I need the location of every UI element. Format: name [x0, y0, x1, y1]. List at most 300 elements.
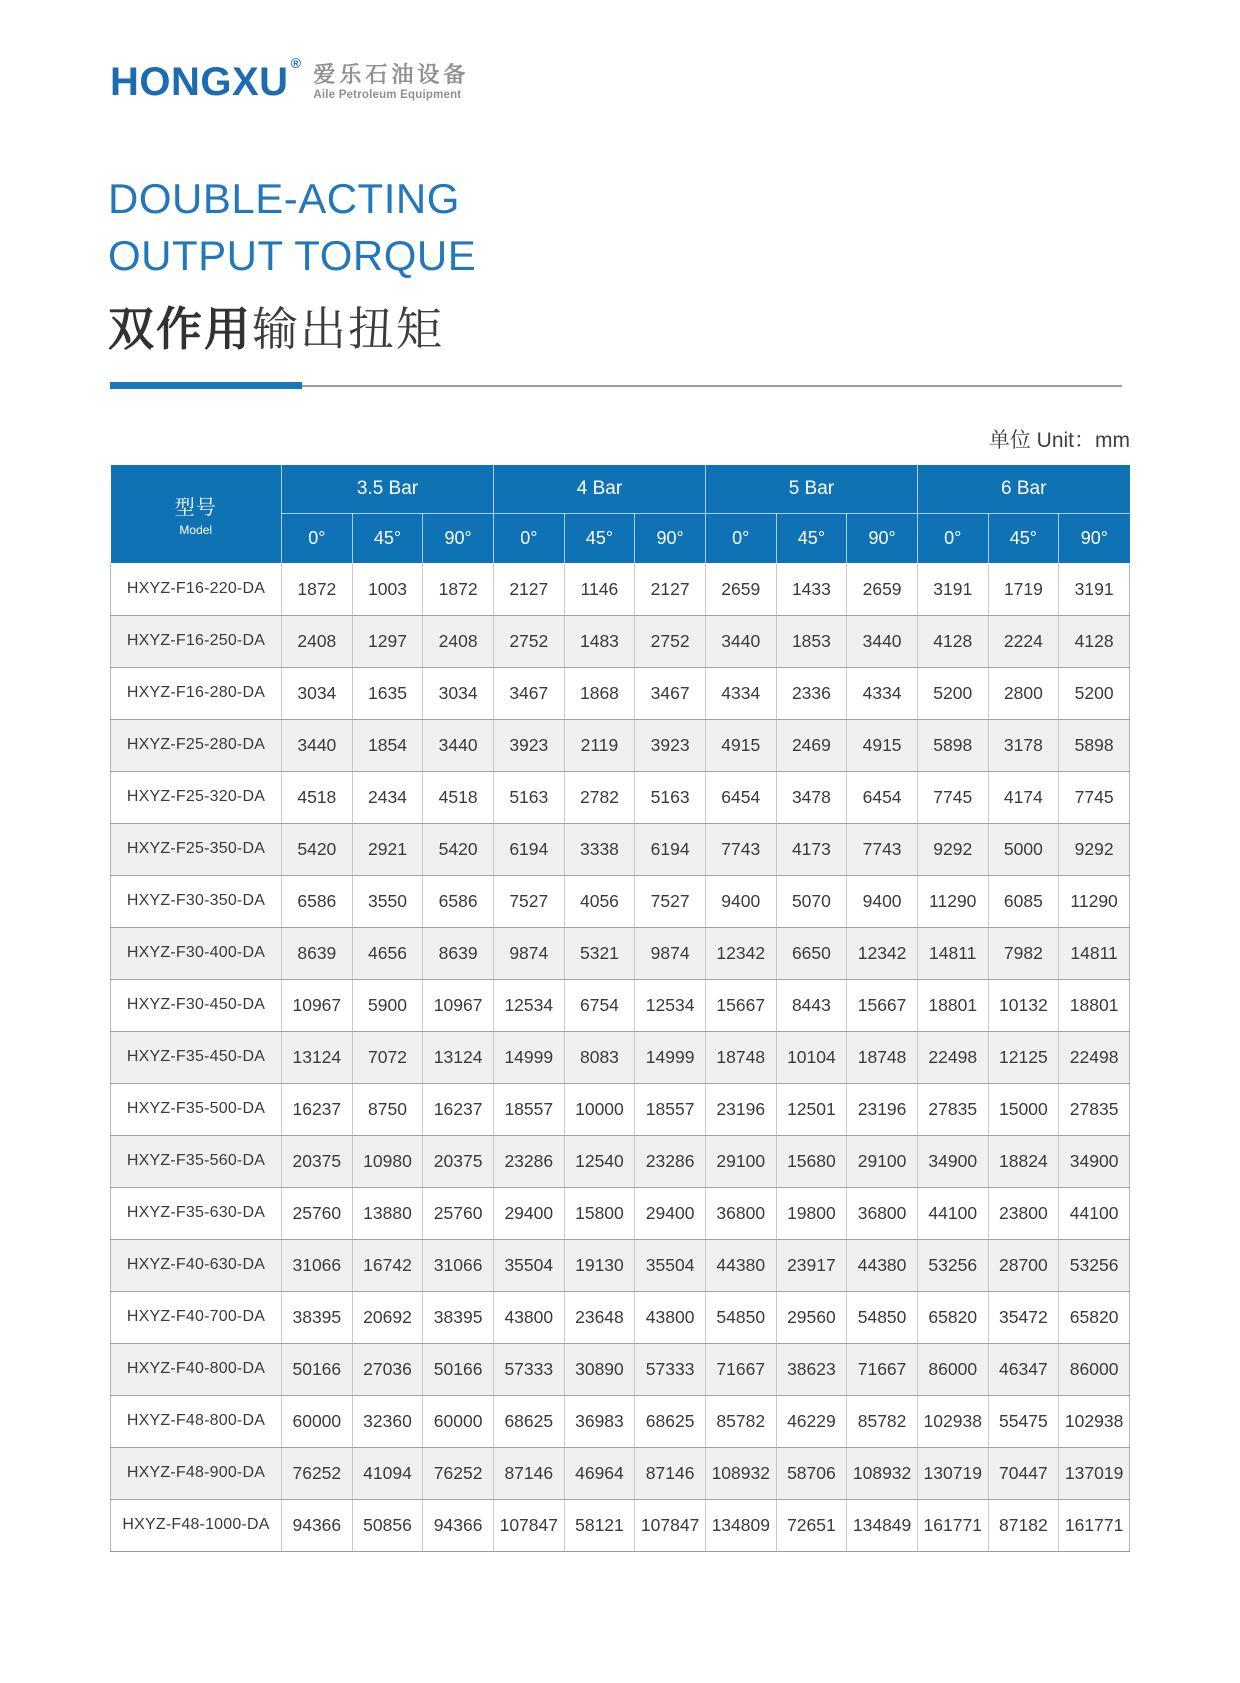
torque-value-cell: 57333: [493, 1343, 564, 1395]
page-title-en-line1: DOUBLE-ACTING: [108, 175, 460, 222]
model-header-en: Model: [179, 522, 213, 537]
model-cell: HXYZ-F40-800-DA: [111, 1343, 282, 1395]
torque-value-cell: 58121: [564, 1499, 635, 1551]
torque-value-cell: 5420: [423, 823, 494, 875]
unit-label: 单位 Unit：mm: [988, 429, 1130, 452]
pressure-group-header-6bar: 6 Bar: [917, 465, 1129, 513]
torque-value-cell: 71667: [847, 1343, 918, 1395]
table-row: [111, 1395, 1130, 1447]
torque-value-cell: 12342: [705, 927, 776, 979]
torque-value-cell: 25760: [423, 1187, 494, 1239]
torque-value-cell: 19130: [564, 1239, 635, 1291]
torque-value-cell: 70447: [988, 1447, 1059, 1499]
torque-value-cell: 27835: [917, 1083, 988, 1135]
torque-value-cell: 18801: [917, 979, 988, 1031]
torque-value-cell: 7745: [1059, 771, 1130, 823]
torque-value-cell: 9874: [493, 927, 564, 979]
torque-value-cell: 8083: [564, 1031, 635, 1083]
torque-value-cell: 43800: [493, 1291, 564, 1343]
torque-value-cell: 7982: [988, 927, 1059, 979]
torque-value-cell: 15667: [705, 979, 776, 1031]
model-cell: HXYZ-F16-280-DA: [111, 667, 282, 719]
model-cell: HXYZ-F30-400-DA: [111, 927, 282, 979]
torque-value-cell: 13880: [352, 1187, 423, 1239]
torque-value-cell: 8639: [423, 927, 494, 979]
torque-value-cell: 18748: [705, 1031, 776, 1083]
torque-value-cell: 10967: [282, 979, 353, 1031]
torque-value-cell: 3034: [423, 667, 494, 719]
torque-value-cell: 18557: [635, 1083, 706, 1135]
torque-value-cell: 9874: [635, 927, 706, 979]
torque-value-cell: 50856: [352, 1499, 423, 1551]
torque-value-cell: 2469: [776, 719, 847, 771]
torque-value-cell: 3467: [493, 667, 564, 719]
torque-value-cell: 9400: [705, 875, 776, 927]
torque-value-cell: 3034: [282, 667, 353, 719]
torque-value-cell: 18824: [988, 1135, 1059, 1187]
torque-value-cell: 3440: [282, 719, 353, 771]
torque-value-cell: 4174: [988, 771, 1059, 823]
torque-value-cell: 23286: [635, 1135, 706, 1187]
torque-value-cell: 50166: [423, 1343, 494, 1395]
torque-value-cell: 19800: [776, 1187, 847, 1239]
torque-value-cell: 12534: [635, 979, 706, 1031]
torque-value-cell: 27835: [1059, 1083, 1130, 1135]
model-cell: HXYZ-F30-350-DA: [111, 875, 282, 927]
torque-value-cell: 108932: [705, 1447, 776, 1499]
torque-value-cell: 11290: [1059, 875, 1130, 927]
torque-value-cell: 22498: [917, 1031, 988, 1083]
torque-value-cell: 107847: [635, 1499, 706, 1551]
page-title-cn: [108, 293, 476, 359]
model-cell: HXYZ-F48-900-DA: [111, 1447, 282, 1499]
torque-value-cell: 38395: [282, 1291, 353, 1343]
angle-column-header: 45°: [988, 513, 1059, 563]
logo-subtitle-en: Aile Petroleum Equipment: [313, 89, 462, 101]
model-cell: HXYZ-F25-280-DA: [111, 719, 282, 771]
torque-value-cell: 15680: [776, 1135, 847, 1187]
model-cell: HXYZ-F35-630-DA: [111, 1187, 282, 1239]
torque-value-cell: 6194: [493, 823, 564, 875]
torque-value-cell: 2434: [352, 771, 423, 823]
torque-value-cell: 13124: [423, 1031, 494, 1083]
torque-value-cell: 3923: [493, 719, 564, 771]
torque-value-cell: 2408: [282, 615, 353, 667]
torque-value-cell: 4128: [917, 615, 988, 667]
torque-value-cell: 10132: [988, 979, 1059, 1031]
angle-column-header: 0°: [493, 513, 564, 563]
torque-value-cell: 5200: [1059, 667, 1130, 719]
registered-trademark-icon: ®: [290, 55, 302, 71]
pressure-header-row: [111, 465, 1130, 513]
torque-value-cell: 85782: [705, 1395, 776, 1447]
torque-value-cell: 12501: [776, 1083, 847, 1135]
torque-value-cell: 46229: [776, 1395, 847, 1447]
torque-value-cell: 2659: [705, 563, 776, 615]
torque-value-cell: 7743: [705, 823, 776, 875]
torque-value-cell: 9292: [917, 823, 988, 875]
torque-value-cell: 94366: [423, 1499, 494, 1551]
torque-value-cell: 4915: [847, 719, 918, 771]
torque-value-cell: 23800: [988, 1187, 1059, 1239]
torque-value-cell: 4915: [705, 719, 776, 771]
torque-value-cell: 43800: [635, 1291, 706, 1343]
table-row: [111, 719, 1130, 771]
torque-value-cell: 29400: [493, 1187, 564, 1239]
angle-column-header: 0°: [282, 513, 353, 563]
table-row: [111, 615, 1130, 667]
page-title-en-line2: OUTPUT TORQUE: [108, 232, 477, 279]
torque-value-cell: 2336: [776, 667, 847, 719]
torque-value-cell: 14999: [493, 1031, 564, 1083]
torque-value-cell: 5070: [776, 875, 847, 927]
torque-value-cell: 10104: [776, 1031, 847, 1083]
logo: [110, 55, 470, 104]
torque-value-cell: 18748: [847, 1031, 918, 1083]
table-row: [111, 1083, 1130, 1135]
table-row: [111, 1239, 1130, 1291]
torque-value-cell: 85782: [847, 1395, 918, 1447]
torque-value-cell: 3467: [635, 667, 706, 719]
table-row: [111, 1135, 1130, 1187]
torque-value-cell: 16237: [282, 1083, 353, 1135]
logo-wordmark: [110, 55, 302, 104]
torque-value-cell: 7743: [847, 823, 918, 875]
torque-value-cell: 34900: [1059, 1135, 1130, 1187]
angle-column-header: 45°: [564, 513, 635, 563]
model-cell: HXYZ-F25-350-DA: [111, 823, 282, 875]
torque-value-cell: 2659: [847, 563, 918, 615]
torque-value-cell: 10967: [423, 979, 494, 1031]
torque-value-cell: 12342: [847, 927, 918, 979]
torque-value-cell: 29400: [635, 1187, 706, 1239]
torque-value-cell: 36800: [705, 1187, 776, 1239]
torque-value-cell: 161771: [917, 1499, 988, 1551]
torque-value-cell: 25760: [282, 1187, 353, 1239]
torque-value-cell: 44380: [705, 1239, 776, 1291]
torque-value-cell: 2752: [635, 615, 706, 667]
torque-value-cell: 1635: [352, 667, 423, 719]
torque-value-cell: 102938: [1059, 1395, 1130, 1447]
table-row: [111, 875, 1130, 927]
torque-value-cell: 35472: [988, 1291, 1059, 1343]
torque-value-cell: 5000: [988, 823, 1059, 875]
table-row: [111, 563, 1130, 615]
torque-value-cell: 5420: [282, 823, 353, 875]
torque-value-cell: 20375: [282, 1135, 353, 1187]
model-cell: HXYZ-F16-220-DA: [111, 563, 282, 615]
torque-value-cell: 5163: [635, 771, 706, 823]
torque-value-cell: 71667: [705, 1343, 776, 1395]
angle-column-header: 90°: [635, 513, 706, 563]
table-row: [111, 979, 1130, 1031]
torque-value-cell: 3923: [635, 719, 706, 771]
torque-value-cell: 23196: [705, 1083, 776, 1135]
table-row: [111, 1187, 1130, 1239]
model-cell: HXYZ-F35-500-DA: [111, 1083, 282, 1135]
torque-value-cell: 9400: [847, 875, 918, 927]
torque-value-cell: 53256: [917, 1239, 988, 1291]
torque-value-cell: 35504: [635, 1239, 706, 1291]
torque-value-cell: 41094: [352, 1447, 423, 1499]
torque-value-cell: 5200: [917, 667, 988, 719]
torque-value-cell: 16237: [423, 1083, 494, 1135]
torque-value-cell: 8639: [282, 927, 353, 979]
torque-value-cell: 22498: [1059, 1031, 1130, 1083]
torque-value-cell: 6194: [635, 823, 706, 875]
angle-column-header: 0°: [917, 513, 988, 563]
torque-value-cell: 14999: [635, 1031, 706, 1083]
torque-value-cell: 12540: [564, 1135, 635, 1187]
page-title-cn-rest: 输出扭矩: [252, 303, 444, 355]
torque-value-cell: 3440: [423, 719, 494, 771]
torque-value-cell: 65820: [1059, 1291, 1130, 1343]
torque-value-cell: 5898: [1059, 719, 1130, 771]
logo-subtitle: [313, 63, 469, 102]
torque-value-cell: 16742: [352, 1239, 423, 1291]
torque-value-cell: 50166: [282, 1343, 353, 1395]
torque-value-cell: 29560: [776, 1291, 847, 1343]
torque-value-cell: 76252: [423, 1447, 494, 1499]
section-divider: [110, 382, 1122, 389]
torque-value-cell: 46347: [988, 1343, 1059, 1395]
torque-value-cell: 94366: [282, 1499, 353, 1551]
torque-value-cell: 1483: [564, 615, 635, 667]
torque-value-cell: 44100: [1059, 1187, 1130, 1239]
torque-value-cell: 46964: [564, 1447, 635, 1499]
model-cell: HXYZ-F30-450-DA: [111, 979, 282, 1031]
torque-value-cell: 1872: [282, 563, 353, 615]
table-row: [111, 771, 1130, 823]
angle-column-header: 45°: [776, 513, 847, 563]
torque-value-cell: 1146: [564, 563, 635, 615]
model-cell: HXYZ-F40-700-DA: [111, 1291, 282, 1343]
torque-value-cell: 53256: [1059, 1239, 1130, 1291]
torque-value-cell: 4056: [564, 875, 635, 927]
torque-value-cell: 3191: [1059, 563, 1130, 615]
table-row: [111, 1031, 1130, 1083]
torque-value-cell: 28700: [988, 1239, 1059, 1291]
torque-value-cell: 30890: [564, 1343, 635, 1395]
table-row: [111, 1291, 1130, 1343]
torque-value-cell: 2782: [564, 771, 635, 823]
torque-value-cell: 4128: [1059, 615, 1130, 667]
torque-value-cell: 14811: [917, 927, 988, 979]
torque-value-cell: 102938: [917, 1395, 988, 1447]
torque-value-cell: 55475: [988, 1395, 1059, 1447]
torque-value-cell: 34900: [917, 1135, 988, 1187]
torque-value-cell: 12125: [988, 1031, 1059, 1083]
torque-value-cell: 1854: [352, 719, 423, 771]
torque-value-cell: 134809: [705, 1499, 776, 1551]
pressure-group-header-3-5bar: 3.5 Bar: [282, 465, 494, 513]
torque-table: [110, 465, 1130, 1552]
torque-value-cell: 20375: [423, 1135, 494, 1187]
torque-value-cell: 3440: [847, 615, 918, 667]
torque-value-cell: 13124: [282, 1031, 353, 1083]
table-row: [111, 927, 1130, 979]
torque-value-cell: 87146: [635, 1447, 706, 1499]
torque-value-cell: 44380: [847, 1239, 918, 1291]
table-row: [111, 1447, 1130, 1499]
torque-value-cell: 5898: [917, 719, 988, 771]
torque-value-cell: 87146: [493, 1447, 564, 1499]
torque-value-cell: 8443: [776, 979, 847, 1031]
torque-value-cell: 44100: [917, 1187, 988, 1239]
torque-value-cell: 161771: [1059, 1499, 1130, 1551]
torque-value-cell: 1868: [564, 667, 635, 719]
torque-value-cell: 20692: [352, 1291, 423, 1343]
torque-value-cell: 54850: [705, 1291, 776, 1343]
torque-value-cell: 86000: [917, 1343, 988, 1395]
torque-value-cell: 14811: [1059, 927, 1130, 979]
torque-value-cell: 3478: [776, 771, 847, 823]
torque-value-cell: 10980: [352, 1135, 423, 1187]
pressure-group-header-4bar: 4 Bar: [493, 465, 705, 513]
torque-value-cell: 23917: [776, 1239, 847, 1291]
torque-value-cell: 60000: [282, 1395, 353, 1447]
torque-value-cell: 1297: [352, 615, 423, 667]
torque-value-cell: 137019: [1059, 1447, 1130, 1499]
torque-value-cell: 23648: [564, 1291, 635, 1343]
page-title-cn-bold: 双作用: [108, 303, 252, 355]
torque-value-cell: 2408: [423, 615, 494, 667]
torque-value-cell: 2921: [352, 823, 423, 875]
torque-value-cell: 2119: [564, 719, 635, 771]
torque-value-cell: 15000: [988, 1083, 1059, 1135]
model-column-header: [111, 465, 282, 563]
angle-column-header: 90°: [1059, 513, 1130, 563]
torque-value-cell: 65820: [917, 1291, 988, 1343]
torque-value-cell: 5900: [352, 979, 423, 1031]
torque-value-cell: 4334: [705, 667, 776, 719]
torque-value-cell: 108932: [847, 1447, 918, 1499]
torque-value-cell: 1853: [776, 615, 847, 667]
torque-value-cell: 1433: [776, 563, 847, 615]
torque-value-cell: 68625: [493, 1395, 564, 1447]
torque-value-cell: 38395: [423, 1291, 494, 1343]
table-row: [111, 823, 1130, 875]
torque-value-cell: 31066: [282, 1239, 353, 1291]
model-cell: HXYZ-F48-800-DA: [111, 1395, 282, 1447]
torque-value-cell: 134849: [847, 1499, 918, 1551]
torque-value-cell: 10000: [564, 1083, 635, 1135]
angle-column-header: 0°: [705, 513, 776, 563]
page-title-en: [108, 170, 476, 284]
page-title: [108, 170, 476, 359]
divider-gray-line: [302, 385, 1122, 387]
torque-value-cell: 18557: [493, 1083, 564, 1135]
torque-value-cell: 1719: [988, 563, 1059, 615]
logo-brand-text: HONGXU: [110, 60, 289, 104]
torque-value-cell: 54850: [847, 1291, 918, 1343]
torque-value-cell: 38623: [776, 1343, 847, 1395]
torque-value-cell: 9292: [1059, 823, 1130, 875]
angle-column-header: 90°: [423, 513, 494, 563]
torque-value-cell: 4656: [352, 927, 423, 979]
angle-column-header: 90°: [847, 513, 918, 563]
torque-value-cell: 32360: [352, 1395, 423, 1447]
torque-value-cell: 15667: [847, 979, 918, 1031]
divider-blue-segment: [110, 382, 302, 389]
torque-value-cell: 1003: [352, 563, 423, 615]
torque-value-cell: 3191: [917, 563, 988, 615]
torque-value-cell: 6454: [705, 771, 776, 823]
table-row: [111, 667, 1130, 719]
torque-value-cell: 72651: [776, 1499, 847, 1551]
torque-value-cell: 4518: [423, 771, 494, 823]
torque-value-cell: 12534: [493, 979, 564, 1031]
model-cell: HXYZ-F16-250-DA: [111, 615, 282, 667]
torque-value-cell: 6454: [847, 771, 918, 823]
torque-value-cell: 35504: [493, 1239, 564, 1291]
angle-column-header: 45°: [352, 513, 423, 563]
model-cell: HXYZ-F35-560-DA: [111, 1135, 282, 1187]
torque-value-cell: 57333: [635, 1343, 706, 1395]
torque-value-cell: 6586: [423, 875, 494, 927]
torque-value-cell: 3440: [705, 615, 776, 667]
torque-value-cell: 2127: [493, 563, 564, 615]
model-header-cn: 型号: [174, 496, 217, 519]
torque-value-cell: 6650: [776, 927, 847, 979]
torque-value-cell: 11290: [917, 875, 988, 927]
torque-value-cell: 8750: [352, 1083, 423, 1135]
torque-value-cell: 5163: [493, 771, 564, 823]
torque-value-cell: 4518: [282, 771, 353, 823]
torque-value-cell: 2127: [635, 563, 706, 615]
torque-value-cell: 29100: [705, 1135, 776, 1187]
torque-value-cell: 58706: [776, 1447, 847, 1499]
torque-value-cell: 2800: [988, 667, 1059, 719]
torque-value-cell: 68625: [635, 1395, 706, 1447]
model-cell: HXYZ-F35-450-DA: [111, 1031, 282, 1083]
logo-subtitle-cn: 爱乐石油设备: [313, 61, 470, 87]
torque-value-cell: 2224: [988, 615, 1059, 667]
torque-value-cell: 6754: [564, 979, 635, 1031]
torque-value-cell: 60000: [423, 1395, 494, 1447]
torque-value-cell: 27036: [352, 1343, 423, 1395]
torque-value-cell: 23286: [493, 1135, 564, 1187]
torque-value-cell: 86000: [1059, 1343, 1130, 1395]
model-cell: HXYZ-F40-630-DA: [111, 1239, 282, 1291]
torque-value-cell: 87182: [988, 1499, 1059, 1551]
torque-value-cell: 130719: [917, 1447, 988, 1499]
torque-value-cell: 23196: [847, 1083, 918, 1135]
torque-value-cell: 2752: [493, 615, 564, 667]
torque-value-cell: 3338: [564, 823, 635, 875]
torque-value-cell: 1872: [423, 563, 494, 615]
torque-value-cell: 3178: [988, 719, 1059, 771]
torque-value-cell: 18801: [1059, 979, 1130, 1031]
torque-value-cell: 107847: [493, 1499, 564, 1551]
table-row: [111, 1499, 1130, 1551]
pressure-group-header-5bar: 5 Bar: [705, 465, 917, 513]
torque-value-cell: 7527: [635, 875, 706, 927]
torque-value-cell: 5321: [564, 927, 635, 979]
torque-value-cell: 6085: [988, 875, 1059, 927]
model-cell: HXYZ-F48-1000-DA: [111, 1499, 282, 1551]
table-row: [111, 1343, 1130, 1395]
torque-value-cell: 7072: [352, 1031, 423, 1083]
torque-value-cell: 6586: [282, 875, 353, 927]
torque-value-cell: 29100: [847, 1135, 918, 1187]
torque-value-cell: 31066: [423, 1239, 494, 1291]
torque-value-cell: 7527: [493, 875, 564, 927]
torque-value-cell: 7745: [917, 771, 988, 823]
torque-value-cell: 15800: [564, 1187, 635, 1239]
torque-value-cell: 36800: [847, 1187, 918, 1239]
torque-value-cell: 4334: [847, 667, 918, 719]
